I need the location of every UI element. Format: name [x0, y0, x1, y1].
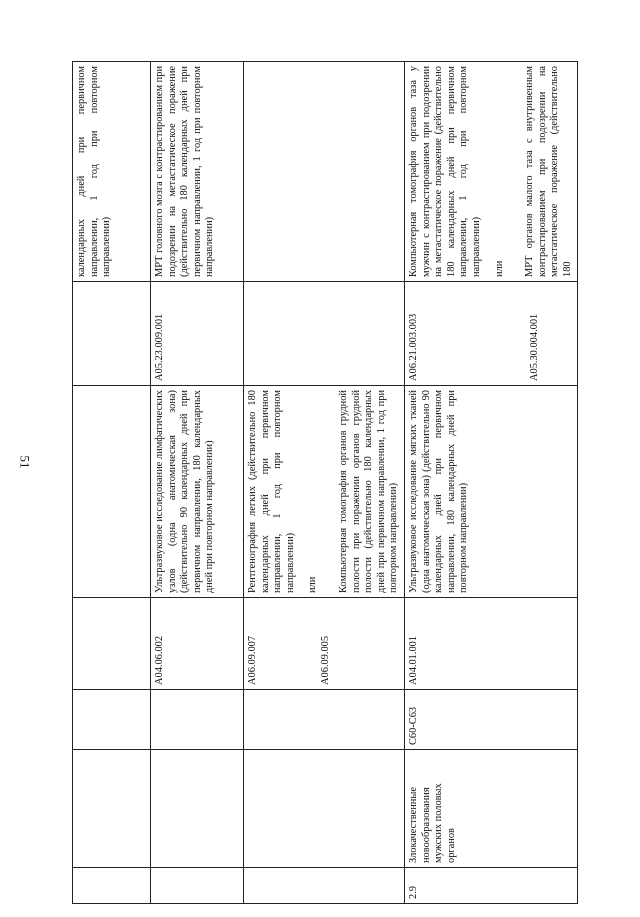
icd-code-cell — [73, 690, 151, 750]
service-description-text: Рентгенография легких (действительно 180 календарных дней при первичном направлении, 1 год при повторном направлении) — [247, 390, 296, 593]
service-code-cell — [73, 598, 151, 690]
service-description-cell — [244, 62, 405, 282]
service-code-cell — [244, 598, 405, 690]
service-description-cell — [244, 386, 405, 598]
service-code-text: A06.21.003.003 — [407, 313, 419, 381]
service-code-text: A06.09.005 — [319, 635, 331, 685]
table-viewport — [72, 62, 573, 904]
diagnosis-name-cell — [151, 750, 244, 868]
table-row — [151, 62, 244, 904]
row-number-cell — [244, 868, 405, 904]
service-description-cell — [73, 386, 151, 598]
service-description-text: МРТ головного мозга с контрастированием при подозрении на метастатическое поражение (действительно 180 календарных дней при первичном направлении, 1 год при повторном направлении) — [154, 65, 216, 277]
page-number: 51 — [17, 455, 33, 469]
service-description-text: Ультразвуковое исследование лимфатических узлов (одна анатомическая зона) (действительно 90 календарных дней при первичном направлении, 180 календарных дней при повторном направлении) — [154, 390, 216, 593]
or-separator: или — [307, 576, 319, 593]
table-row — [73, 62, 151, 904]
diagnosis-name-cell — [244, 750, 405, 868]
service-description-text: Компьютерная томография органов таза у мужчин с контрастированием при подозрении на метастатическое поражение (действительно 180 календарных дней при первичном направлении, 1 год при повторном направлении) — [407, 66, 482, 277]
service-description-cell — [73, 62, 151, 282]
service-code-cell — [244, 282, 405, 386]
service-code-cell — [404, 282, 578, 386]
service-code-cell: A04.06.002 — [151, 598, 244, 690]
icd-code-cell: C60-C63 — [404, 690, 578, 750]
service-description-text: Ультразвуковое исследование мягких тканей (одна анатомическая зона) (действительно 90 календарных дней при первичном направлении, 180 календарных дней при повторном направлении) — [407, 390, 470, 593]
diagnosis-name-cell: Злокачественные новообразования мужских половых органов — [404, 750, 578, 868]
or-separator: или — [493, 260, 505, 277]
service-description-text: Компьютерная томография органов грудной полости при поражении органов грудной полости (действительно 180 календарных дней при первичном направлении, 1 год при повторном направлении) — [337, 390, 400, 593]
table-row — [404, 62, 578, 904]
service-description-cell — [404, 62, 578, 282]
icd-code-cell — [151, 690, 244, 750]
diagnosis-name-cell — [73, 750, 151, 868]
rotated-table-container — [72, 62, 573, 904]
service-code-cell: A05.23.009.001 — [151, 282, 244, 386]
service-code-text: A05.30.004.001 — [528, 313, 540, 381]
service-description-cell — [404, 386, 578, 598]
table-row — [244, 62, 405, 904]
service-code-cell — [73, 282, 151, 386]
icd-code-cell — [244, 690, 405, 750]
row-number-cell — [73, 868, 151, 904]
service-code-text: A06.09.007 — [247, 635, 258, 685]
service-description-cell — [151, 386, 244, 598]
service-description-text: календарных дней при первичном направлении, 1 год при повторном направлении) — [76, 66, 113, 277]
row-number-cell: 2.9 — [404, 868, 578, 904]
medical-services-table — [72, 61, 578, 904]
row-number-cell — [151, 868, 244, 904]
service-description-text: МРТ органов малого таза с внутривенным контрастированием при подозрении на метастатическое поражение (действительно 180 — [524, 66, 573, 277]
service-code-cell: A04.01.001 — [404, 598, 578, 690]
service-description-cell — [151, 62, 244, 282]
